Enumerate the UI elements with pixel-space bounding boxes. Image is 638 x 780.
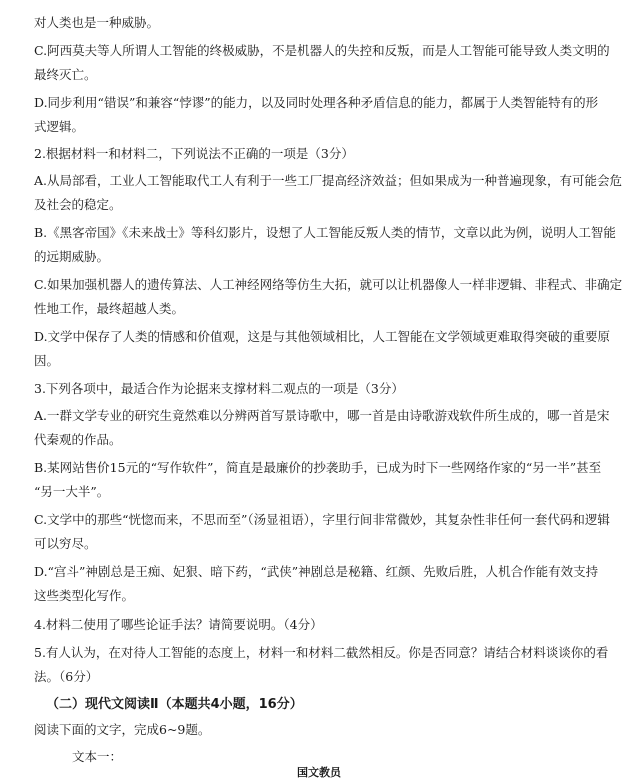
question-3: 3.下列各项中，最适合作为论据来支撑材料二观点的一项是（3分） [34,381,404,396]
text-line: 性地工作，最终超越人类。 [34,301,185,316]
text-line: 代秦观的作品。 [34,432,122,447]
option-d-line: D.文学中保存了人类的情感和价值观，这是与其他领域相比，人工智能在文学领域更难取得突破的重要原 [34,329,611,344]
page-footer-watermark: 国文教员 [297,766,341,779]
option-d-line: D.同步利用“错误”和兼容“悖谬”的能力，以及同时处理各种矛盾信息的能力，都属于人类智能特有的形 [34,95,599,110]
instruction-line: 阅读下面的文字，完成6~9题。 [34,722,211,737]
question-5: 5.有人认为，在对待人工智能的态度上，材料一和材料二截然相反。你是否同意？请结合材料谈谈你的看 [34,645,609,660]
section-heading: （二）现代文阅读Ⅱ（本题共4小题，16分） [46,697,303,712]
text-line: “另一大半”。 [34,484,110,499]
text-line: 对人类也是一种威胁。 [34,15,160,30]
text-line: 这些类型化写作。 [34,588,135,603]
question-4: 4.材料二使用了哪些论证手法？请简要说明。（4分） [34,617,323,632]
text-line: 最终灭亡。 [34,67,97,82]
text-line: 因。 [34,353,60,368]
text-line: 可以穷尽。 [34,536,97,551]
text-line: 及社会的稳定。 [34,197,122,212]
option-c-line: C.如果加强机器人的遗传算法、人工神经网络等仿生大拓，就可以让机器像人一样非逻辑、非程式、非确定 [34,277,623,292]
option-d-line: D.“宫斗”神剧总是王痴、妃狠、暗下药，“武侠”神剧总是秘籍、红颜、先败后胜，人机合作能有效支持 [34,564,599,579]
option-b-line: B.《黑客帝国》《未来战士》等科幻影片，设想了人工智能反叛人类的情节，文章以此为例，说明人工智能 [34,225,616,240]
option-c-line: C.文学中的那些“恍惚而来，不思而至”（汤显祖语），字里行间非常微妙，其复杂性非任何一套代码和逻辑 [34,512,610,527]
question-2: 2.根据材料一和材料二，下列说法不正确的一项是（3分） [34,146,354,161]
text-line: 的远期威胁。 [34,249,110,264]
text-line: 式逻辑。 [34,119,85,134]
option-b-line: B.某网站售价15元的“写作软件”，简直是最廉价的抄袭助手，已成为时下一些网络作家的“另一半”甚至 [34,460,602,475]
option-a-line: A.从局部看，工业人工智能取代工人有利于一些工厂提高经济效益；但如果成为一种普遍现象，有可能会危 [34,173,623,188]
text-line: 法。（6分） [34,669,99,684]
text-label: 文本一： [72,749,123,764]
option-c-line: C.阿西莫夫等人所谓人工智能的终极威胁，不是机器人的失控和反叛，而是人工智能可能导致人类文明的 [34,43,610,58]
option-a-line: A.一群文学专业的研究生竟然难以分辨两首写景诗歌中，哪一首是由诗歌游戏软件所生成的，哪一首是宋 [34,408,610,423]
